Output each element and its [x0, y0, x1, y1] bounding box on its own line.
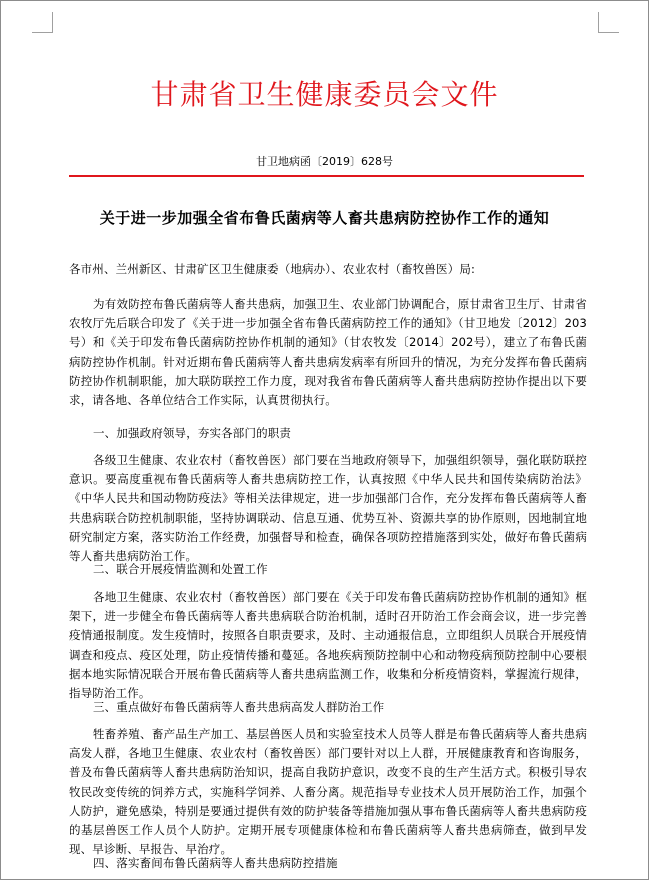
crop-mark-top-right-vertical [598, 12, 599, 33]
intro-paragraph: 为有效防控布鲁氏菌病等人畜共患病，加强卫生、农业部门协调配合，原甘肃省卫生厅、甘肃省农牧厅先后联合印发了《关于进一步加强全省布鲁氏菌病防控工作的通知》（甘卫地发〔2012〕203号）和《关于印发布鲁氏菌病防控协作机制的通知》（甘农牧发〔2014〕202号），建立了布鲁氏菌病防控协作机制。针对近期布鲁氏菌病等人畜共患病发病率有所回升的情况，为充分发挥布鲁氏菌病防控协作机制职能，加大联防联控工作力度，现对我省布鲁氏菌病等人畜共患病防控协作提出以下要求，请各地、各单位结合工作实际，认真贯彻执行。 [69, 297, 587, 408]
document-number: 甘卫地病函〔2019〕628号 [256, 155, 393, 168]
notice-title: 关于进一步加强全省布鲁氏菌病等人畜共患病防控协作工作的通知 [99, 209, 550, 227]
section-2-heading: 二、联合开展疫情监测和处置工作 [93, 562, 268, 576]
section-4-heading: 四、落实畜间布鲁氏菌病等人畜共患病防控措施 [93, 856, 338, 870]
section-1-body: 各级卫生健康、农业农村（畜牧兽医）部门要在当地政府领导下，加强组织领导，强化联防联控意识。要高度重视布鲁氏菌病等人畜共患病防控工作，认真按照《中华人民共和国传染病防治法》《中华人民共和国动物防疫法》等相关法律规定，进一步加强部门合作，充分发挥布鲁氏菌病等人畜共患病联合防控机制职能，坚持协调联动、信息互通、优势互补、资源共享的协作原则，因地制宜地研究制定方案，落实防治工作经费，加强督导和检查，确保各项防控措施落到实处，做好布鲁氏菌病等人畜共患病防治工作。 [69, 453, 587, 564]
section-1-heading: 一、加强政府领导，夯实各部门的职责 [93, 426, 292, 440]
document-issuer-header: 甘肃省卫生健康委员会文件 [150, 78, 499, 111]
crop-mark-top-right-horizontal [599, 32, 619, 33]
section-3-body: 牲畜养殖、畜产品生产加工、基层兽医人员和实验室技术人员等人群是布鲁氏菌病等人畜共患病高发人群，各地卫生健康、农业农村（畜牧兽医）部门要针对以上人群，开展健康教育和咨询服务，普及布鲁氏菌病等人畜共患病防治知识，提高自我防护意识，改变不良的生产生活方式。积极引导农牧民改变传统的饲养方式，实施科学饲养、人畜分离。规范指导专业技术人员开展防治工作，加强个人防护，避免感染，特别是要通过提供有效的防护装备等措施加强从事布鲁氏菌病等人畜共患病防疫的基层兽医工作人员个人防护。定期开展专项健康体检和布鲁氏菌病等人畜共患病筛查，做到早发现、早诊断、早报告、早治疗。 [69, 727, 587, 857]
crop-mark-top-left-vertical [52, 12, 53, 33]
addressee-line: 各市州、兰州新区、甘肃矿区卫生健康委（地病办）、农业农村（畜牧兽医）局: [69, 262, 476, 276]
section-3-heading: 三、重点做好布鲁氏菌病等人畜共患病高发人群防治工作 [93, 700, 385, 714]
section-2-body: 各地卫生健康、农业农村（畜牧兽医）部门要在《关于印发布鲁氏菌病防控协作机制的通知》框架下，进一步健全布鲁氏菌病等人畜共患病联合防治机制，适时召开防治工作会商会议，进一步完善疫情通报制度。发生疫情时，按照各自职责要求，及时、主动通报信息，立即组织人员联合开展疫情调查和疫点、疫区处理，防止疫情传播和蔓延。各地疾病预防控制中心和动物疫病预防控制中心要根据本地实际情况联合开展布鲁氏菌病等人畜共患病监测工作，收集和分析疫情资料，掌握流行规律，指导防治工作。 [69, 590, 587, 701]
header-red-rule [69, 175, 584, 177]
crop-mark-top-left-horizontal [32, 32, 52, 33]
